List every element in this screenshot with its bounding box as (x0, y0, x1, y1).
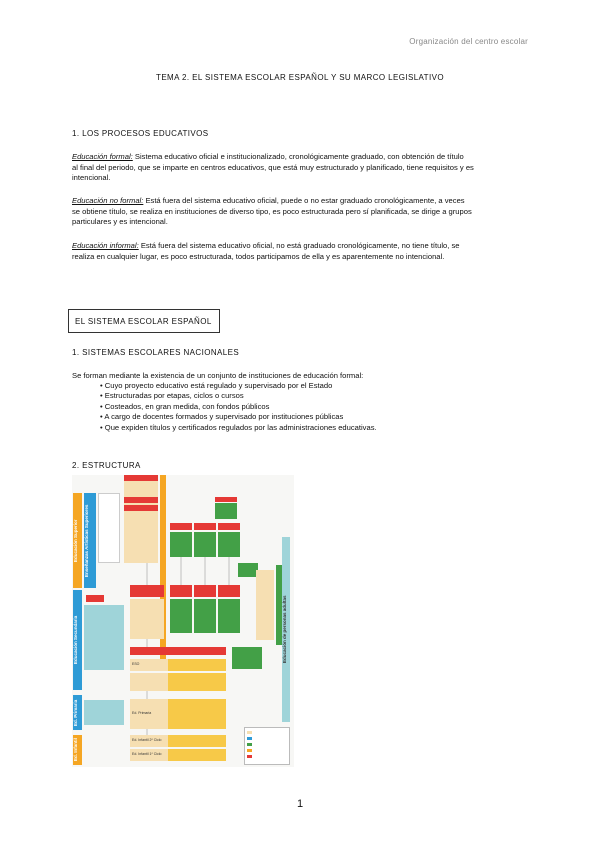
list-item: • Que expiden títulos y certificados regulados por las administraciones educativas. (100, 423, 377, 433)
section-heading-estructura: 2. ESTRUCTURA (72, 461, 141, 470)
sistemas-list (100, 381, 377, 433)
list-item: • Cuyo proyecto educativo está regulado y supervisado por el Estado (100, 381, 377, 391)
eso-label: ESO (132, 662, 140, 666)
diagram-connectors (72, 475, 294, 767)
text-line: realiza en cualquier lugar, es poco estructurada, todos participamos de ella y es aparentemente no intencional. (72, 251, 445, 261)
artisticas-label: Enseñanzas Artísticas Superiores (84, 504, 89, 577)
infantil2-label: Ed. Infantil 2º Ciclo (132, 738, 162, 742)
paragraph-no-formal (72, 196, 528, 228)
boxed-section-title: EL SISTEMA ESCOLAR ESPAÑOL (68, 309, 220, 333)
text-line: al final del periodo, que se imparte en centros educativos, que está muy estructurado y planificado, tiene requisitos y es (72, 162, 474, 172)
document-title: TEMA 2. EL SISTEMA ESCOLAR ESPAÑOL Y SU MARCO LEGISLATIVO (156, 73, 444, 82)
paragraph-informal (72, 241, 528, 262)
list-item: • Estructuradas por etapas, ciclos o cursos (100, 391, 377, 401)
term-formal: Educación formal: (72, 152, 133, 161)
primaria-block-label: Ed. Primaria (132, 711, 152, 715)
superior-label: Educación Superior (73, 519, 78, 562)
running-header: Organización del centro escolar (409, 37, 528, 46)
text-line: intencional. (72, 173, 111, 183)
text-line: Está fuera del sistema educativo oficial, puede o no estar graduado cronológicamente, a veces (143, 196, 465, 205)
section-heading-procesos: 1. LOS PROCESOS EDUCATIVOS (72, 129, 209, 138)
secundaria-label: Educación Secundaria (73, 615, 78, 665)
list-item: • A cargo de docentes formados y supervisado por instituciones públicas (100, 412, 377, 422)
text-line: Sistema educativo oficial e institucionalizado, cronológicamente graduado, con obtención de título (132, 152, 464, 161)
page-number: 1 (296, 798, 304, 810)
infantil1-label: Ed. Infantil 1º Ciclo (132, 752, 162, 756)
section-heading-sistemas: 1. SISTEMAS ESCOLARES NACIONALES (72, 348, 240, 357)
paragraph-formal (72, 152, 528, 184)
adultos-label: Educación de personas adultas (282, 595, 287, 664)
term-informal: Educación informal: (72, 241, 139, 250)
text-line: se obtiene título, se realiza en instituciones de diverso tipo, es poco estructurada pero sí planificada, se dirige a grupos (72, 206, 472, 216)
primaria-label: Ed. Primaria (73, 699, 78, 726)
education-structure-diagram (72, 475, 294, 767)
term-no-formal: Educación no formal: (72, 196, 144, 205)
infantil-label: Ed. Infantil (73, 738, 78, 762)
list-item: • Costeados, en gran medida, con fondos públicos (100, 402, 377, 412)
text-line: Está fuera del sistema educativo oficial, no está graduado cronológicamente, no tiene título, se (138, 241, 460, 250)
sistemas-intro: Se forman mediante la existencia de un conjunto de instituciones de educación formal: (72, 371, 364, 380)
text-line: particulares y es intencional. (72, 217, 168, 227)
